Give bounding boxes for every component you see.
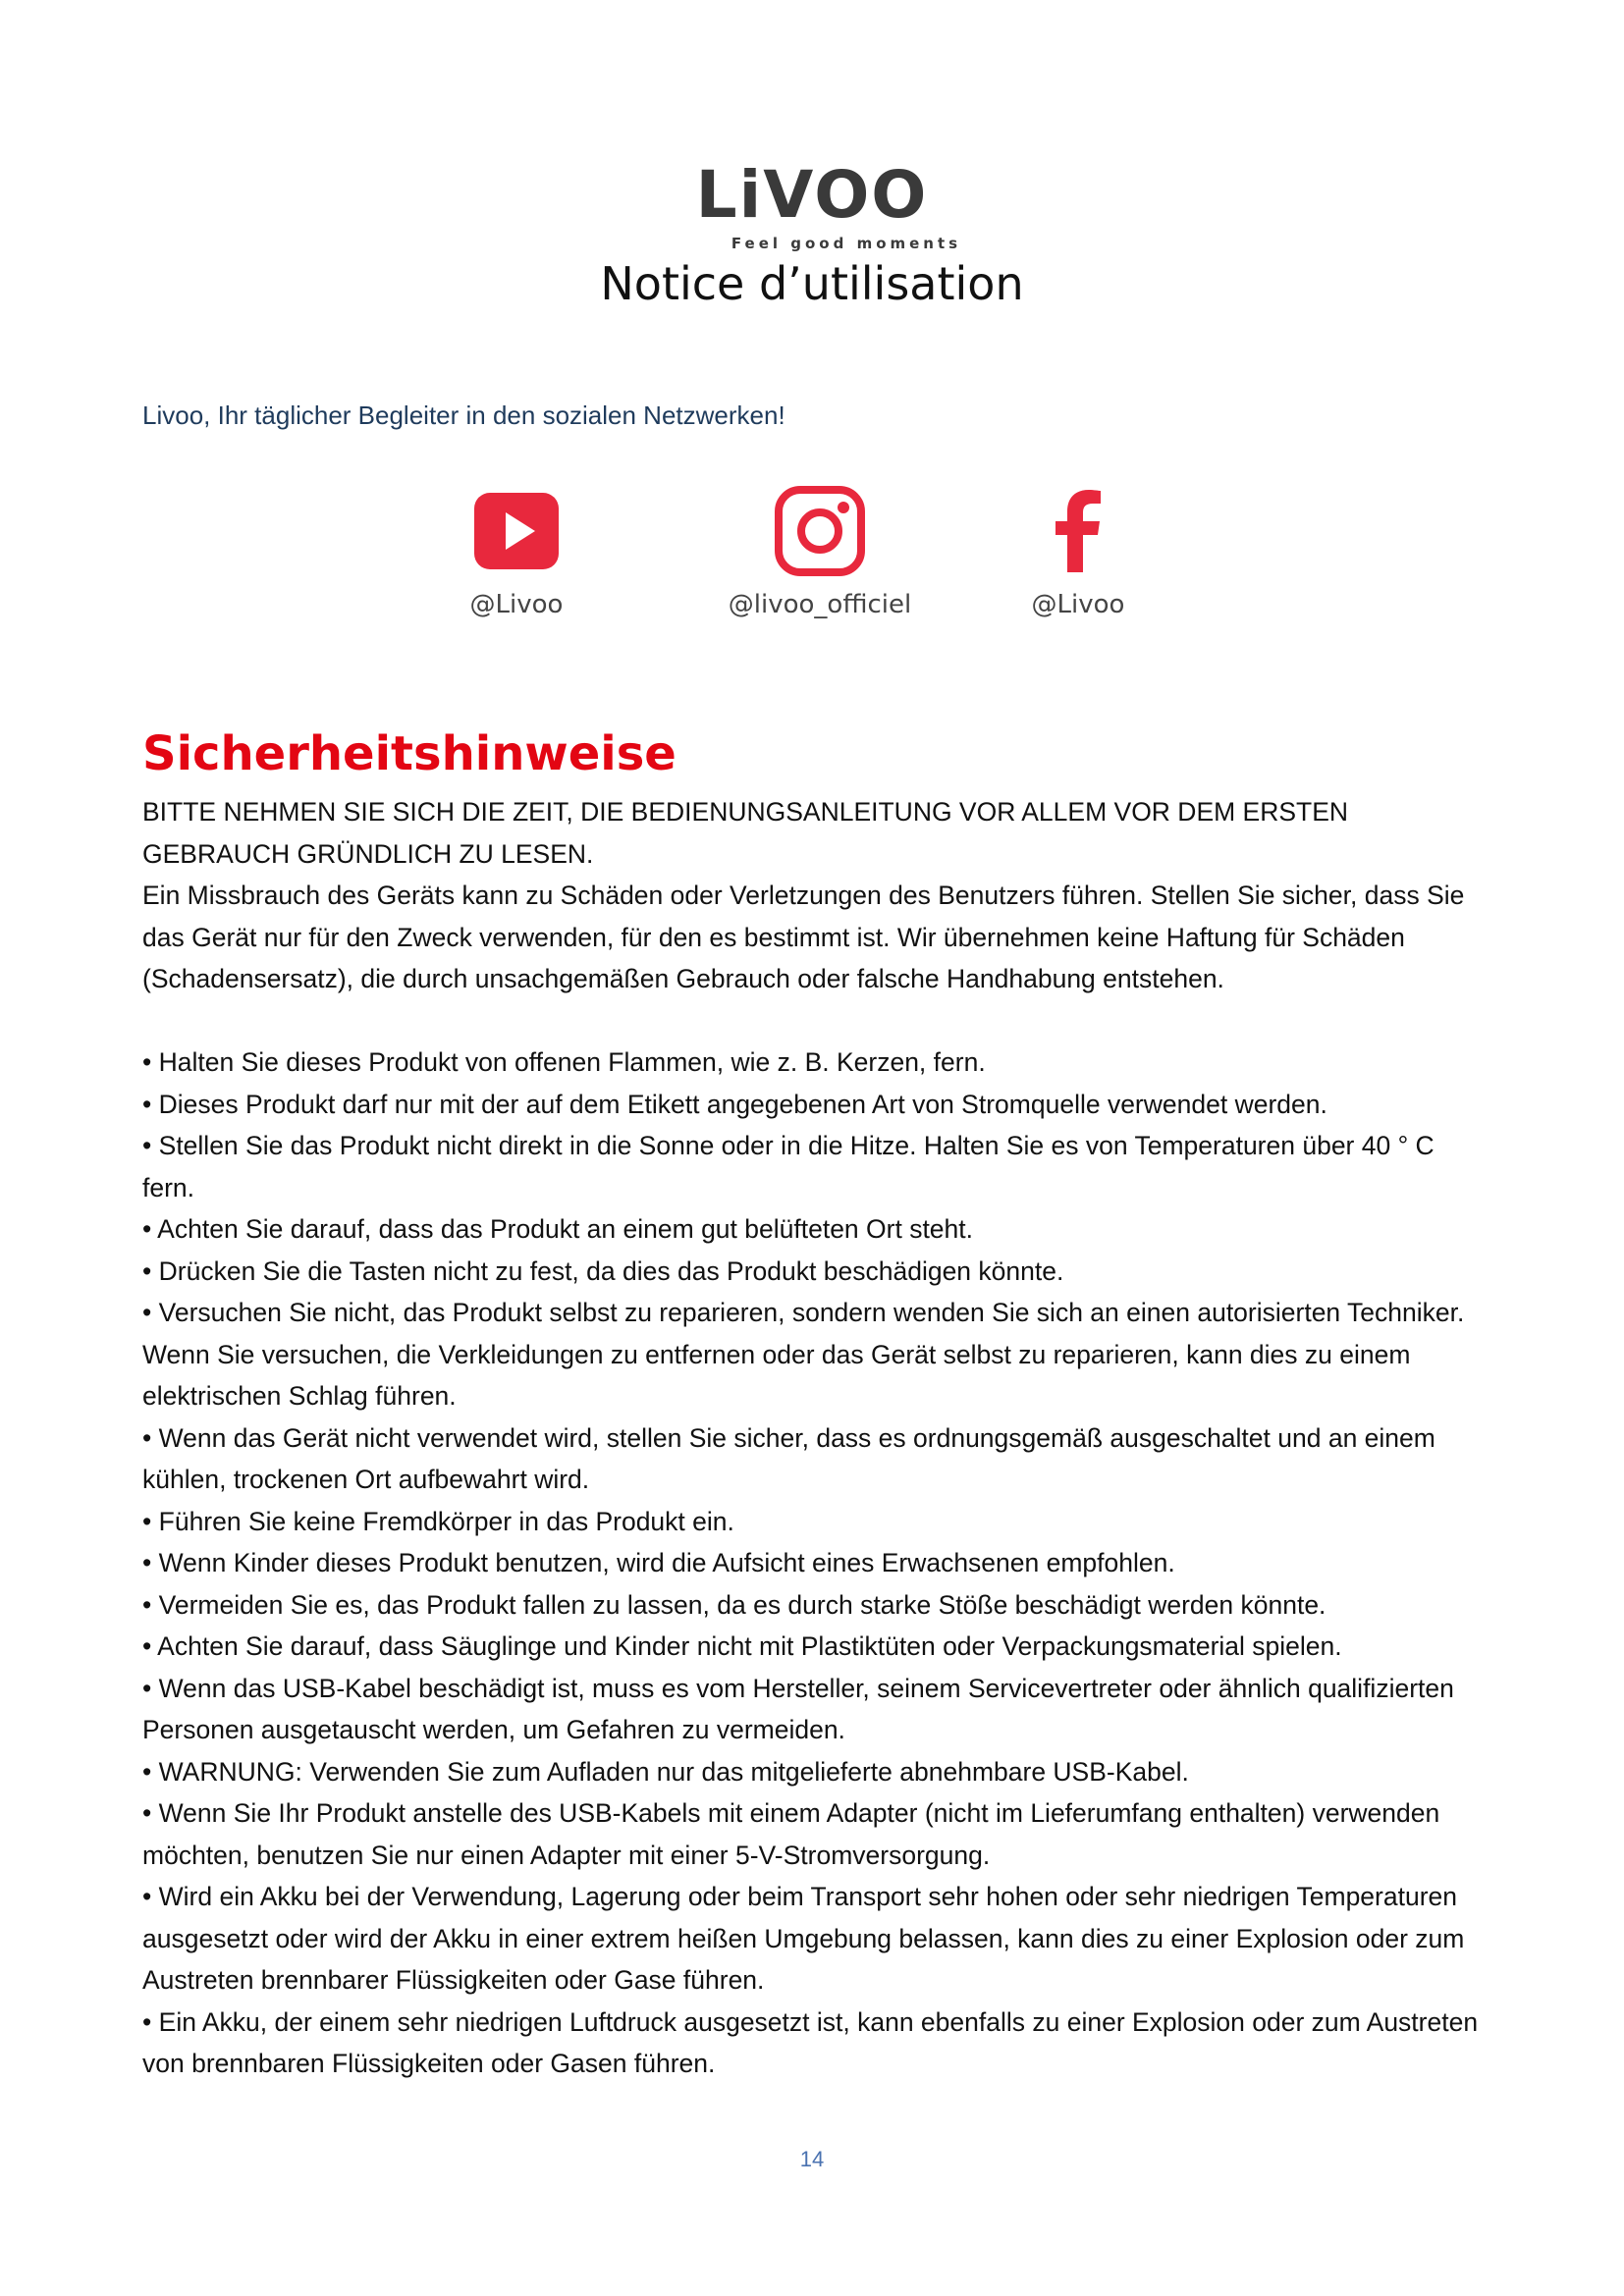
facebook-icon (950, 486, 1206, 576)
page-number: 14 (799, 2147, 825, 2171)
brand-logo (0, 157, 1624, 252)
social-instagram[interactable] (692, 486, 947, 619)
safety-bullet-item: • Achten Sie darauf, dass das Produkt an einem gut belüfteten Ort steht. (142, 1214, 974, 1244)
safety-bullet-item: • Wenn das Gerät nicht verwendet wird, stellen Sie sicher, dass es ordnungsgemäß ausgeschaltet und an einem kühlen, trockenen Ort aufbewahrt wird. (142, 1422, 1435, 1494)
logo-wordmark: LiVOO (695, 157, 929, 233)
safety-bullet-item: • Ein Akku, der einem sehr niedrigen Luftdruck ausgesetzt ist, kann ebenfalls zu einer Explosion oder zum Austreten von brennbaren Flüssigkeiten oder Gasen führen. (142, 2006, 1479, 2078)
safety-bullet-list (142, 1041, 1488, 2085)
safety-bullet-item: • Halten Sie dieses Produkt von offenen Flammen, wie z. B. Kerzen, fern. (142, 1047, 986, 1077)
social-intro-text: Livoo, Ihr täglicher Begleiter in den sozialen Netzwerken! (142, 400, 785, 430)
safety-bullet-item: • Achten Sie darauf, dass Säuglinge und Kinder nicht mit Plastiktüten oder Verpackungsmaterial spielen. (142, 1631, 1342, 1661)
document-title: Notice d’utilisation (600, 257, 1024, 310)
safety-bullet-item: • Stellen Sie das Produkt nicht direkt in die Sonne oder in die Hitze. Halten Sie es von Temperaturen über 40 ° C fern. (142, 1131, 1435, 1202)
safety-bullet-item: • Wenn das USB-Kabel beschädigt ist, muss es vom Hersteller, seinem Servicevertreter oder ähnlich qualifizierten Personen ausgetauscht werden, um Gefahren zu vermeiden. (142, 1673, 1454, 1744)
safety-instructions (142, 791, 1488, 2085)
warning-caps-text: BITTE NEHMEN SIE SICH DIE ZEIT, DIE BEDIENUNGSANLEITUNG VOR ALLEM VOR DEM ERSTEN GEBRAUCH GRÜNDLICH ZU LESEN. (142, 797, 1349, 869)
social-youtube[interactable] (389, 486, 644, 619)
safety-bullet-item: • Führen Sie keine Fremdkörper in das Produkt ein. (142, 1506, 734, 1536)
social-handle: @livoo_officiel (728, 590, 912, 619)
safety-bullet-item: • Vermeiden Sie es, das Produkt fallen zu lassen, da es durch starke Stöße beschädigt werden könnte. (142, 1589, 1326, 1620)
social-facebook[interactable] (950, 486, 1206, 619)
paragraph-spacer (142, 1000, 1488, 1042)
safety-bullet-item: • Drücken Sie die Tasten nicht zu fest, da dies das Produkt beschädigen könnte. (142, 1255, 1064, 1286)
social-handle: @Livoo (469, 590, 564, 619)
safety-bullet-item: • Dieses Produkt darf nur mit der auf dem Etikett angegebenen Art von Stromquelle verwendet werden. (142, 1089, 1327, 1119)
logo-tagline: Feel good moments (731, 235, 962, 252)
intro-paragraph: Ein Missbrauch des Geräts kann zu Schäden oder Verletzungen des Benutzers führen. Stellen Sie sicher, dass Sie das Gerät nur für den Zweck verwenden, für den es bestimmt ist. Wir übernehmen keine Haftung für Schäden (Schadensersatz), die durch unsachgemäßen Gebrauch oder falsche Handhabung entstehen. (142, 881, 1465, 993)
safety-bullet-item: • Wird ein Akku bei der Verwendung, Lagerung oder beim Transport sehr hohen oder sehr niedrigen Temperaturen ausgesetzt oder wird der Akku in einer extrem heißen Umgebung belassen, kann dies zu einer Explosion oder zum Austreten brennbarer Flüssigkeiten oder Gase führen. (142, 1882, 1465, 1995)
safety-bullet-item: • Wenn Kinder dieses Produkt benutzen, wird die Aufsicht eines Erwachsenen empfohlen. (142, 1548, 1175, 1577)
social-handle: @Livoo (1031, 590, 1125, 619)
safety-bullet-item: • WARNUNG: Verwenden Sie zum Aufladen nur das mitgelieferte abnehmbare USB-Kabel. (142, 1756, 1189, 1787)
safety-bullet-item: • Wenn Sie Ihr Produkt anstelle des USB-Kabels mit einem Adapter (nicht im Lieferumfang enthalten) verwenden möchten, benutzen Sie nur einen Adapter mit einer 5-V-Stromversorgung. (142, 1798, 1440, 1870)
instagram-icon (692, 486, 947, 576)
safety-bullet-item: • Versuchen Sie nicht, das Produkt selbst zu reparieren, sondern wenden Sie sich an einen autorisierten Techniker. Wenn Sie versuchen, die Verkleidungen zu entfernen oder das Gerät selbst zu reparieren, kann dies zu einem elektrischen Schlag führen. (142, 1298, 1465, 1411)
section-heading: Sicherheitshinweise (142, 726, 677, 781)
youtube-icon (389, 486, 644, 576)
